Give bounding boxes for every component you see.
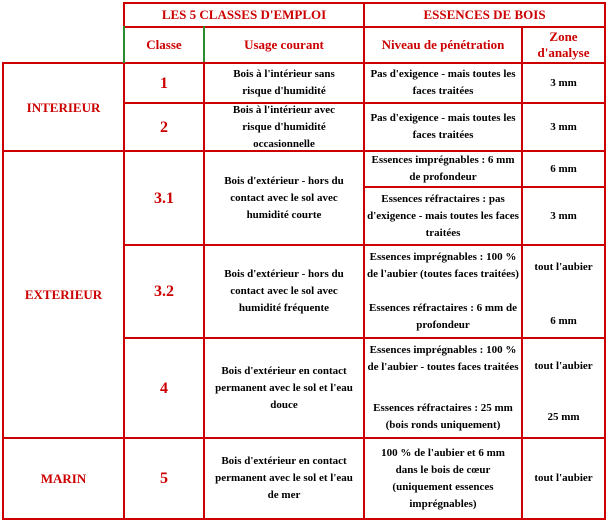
classe-value: 3.2 [154, 283, 174, 300]
header-col-niveau: Niveau de pénétration [381, 37, 505, 52]
border-line [364, 186, 606, 188]
niveau-cell [364, 245, 522, 338]
niveau-text: Essences réfractaires : 25 mm (bois ronds uniquement) [373, 402, 513, 431]
classe-value: 2 [160, 118, 168, 136]
niveau-text: Essences imprégnables : 100 % de l'aubier - toutes faces traitées [367, 344, 519, 373]
usage-text: Bois d'extérieur en contact permanent avec le sol et l'eau douce [215, 364, 353, 411]
border-line [604, 2, 606, 520]
border-line [123, 2, 125, 520]
zone-text: 25 mm [547, 411, 580, 423]
classe-value: 4 [160, 379, 168, 397]
classe-value: 1 [160, 74, 168, 92]
border-line [203, 26, 205, 63]
classe-value: 3.1 [154, 189, 174, 207]
niveau-text: Pas d'exigence - mais toutes les faces traitées [370, 68, 516, 97]
usage-text: Bois d'extérieur - hors du contact avec le sol avec humidité fréquente [224, 268, 344, 314]
zone-text: 3 mm [550, 76, 577, 89]
niveau-text: 100 % de l'aubier et 6 mm dans le bois de cœur (uniquement essences imprégnables) [381, 446, 505, 510]
zone-cell [522, 245, 605, 338]
niveau-text: Pas d'exigence - mais toutes les faces traitées [370, 112, 516, 141]
group-interieur: INTERIEUR [26, 99, 101, 115]
usage-text: Bois à l'intérieur sans risque d'humidité [233, 68, 335, 97]
classe-value: 5 [160, 470, 168, 487]
niveau-text: Essences imprégnables : 6 mm de profondeur [371, 154, 515, 183]
header-group-classes: LES 5 CLASSES D'EMPLOI [161, 7, 327, 22]
border-line [2, 62, 4, 520]
zone-text: 6 mm [550, 315, 577, 327]
niveau-text: Essences réfractaires : pas d'exigence - mais toutes les faces traitées [367, 192, 519, 239]
header-col-zone: Zone d'analyse [537, 29, 590, 60]
border-line [2, 518, 606, 520]
niveau-text: Essences imprégnables : 100 % de l'aubier (toutes faces traitées) [367, 251, 519, 280]
niveau-text: Essences réfractaires : 6 mm de profondeur [369, 302, 517, 331]
header-group-essences: ESSENCES DE BOIS [423, 7, 546, 22]
border-line [123, 26, 125, 63]
zone-cell [522, 338, 605, 438]
border-line [521, 26, 523, 520]
border-line [363, 2, 365, 520]
zone-text: 6 mm [550, 162, 577, 175]
border-line [2, 62, 606, 64]
usage-text: Bois à l'intérieur avec risque d'humidité occasionnelle [232, 103, 336, 150]
zone-text: 3 mm [550, 120, 577, 133]
usage-text: Bois d'extérieur - hors du contact avec le sol avec humidité courte [224, 174, 344, 221]
niveau-cell [364, 338, 522, 438]
group-marin: MARIN [40, 471, 87, 486]
border-line [203, 62, 205, 520]
header-col-usage: Usage courant [244, 37, 324, 52]
zone-text: tout l'aubier [534, 472, 593, 484]
zone-text: 3 mm [550, 209, 577, 222]
zone-text: tout l'aubier [534, 261, 593, 273]
border-line [2, 150, 606, 152]
group-exterieur: EXTERIEUR [24, 287, 103, 302]
zone-text: tout l'aubier [534, 360, 593, 372]
border-line [2, 437, 606, 439]
usage-text: Bois d'extérieur en contact permanent avec le sol et l'eau de mer [215, 455, 353, 501]
header-col-classe: Classe [146, 37, 182, 52]
